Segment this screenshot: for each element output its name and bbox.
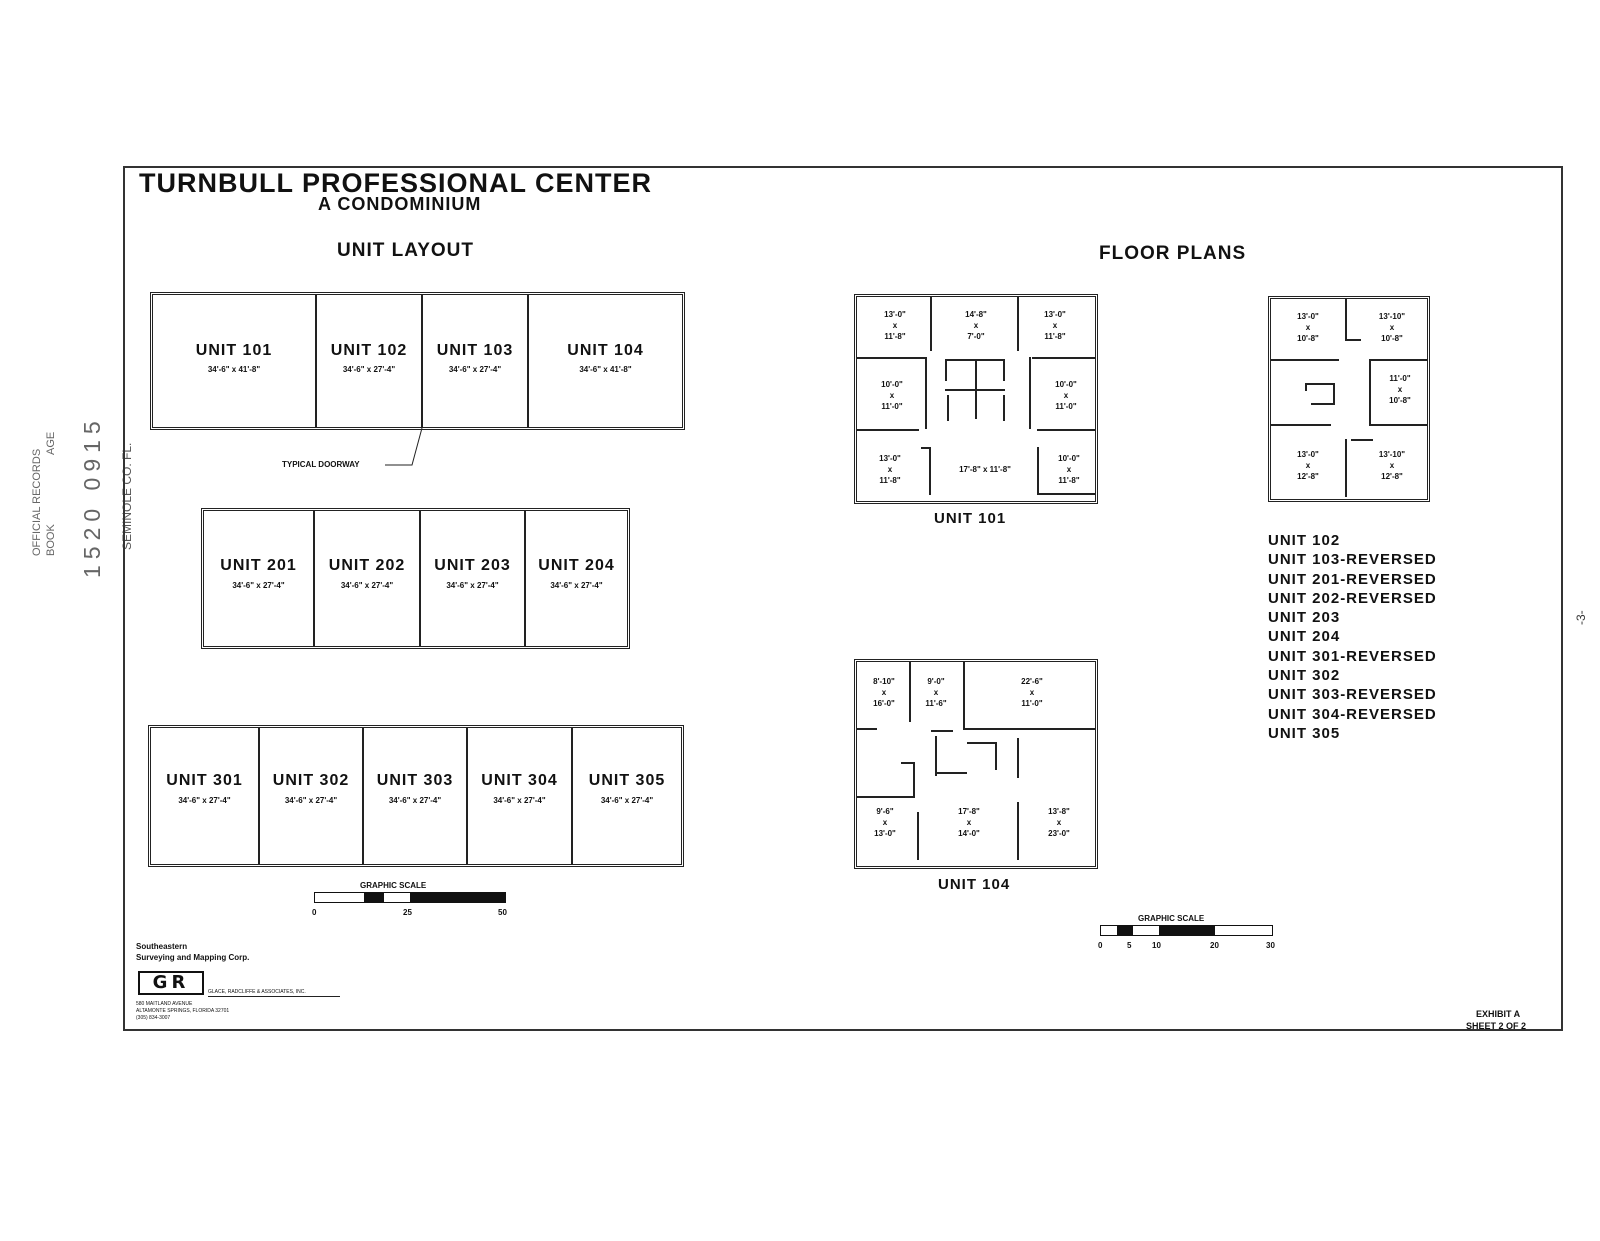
floor-plan-label-104: UNIT 104 xyxy=(938,876,1011,893)
unit-203 xyxy=(419,511,524,646)
unit-dimensions: 34'-6" x 27'-4" xyxy=(340,581,394,590)
typical-plan-unit-list xyxy=(1268,531,1437,743)
unit-dimensions: 34'-6" x 27'-4" xyxy=(388,796,442,805)
room-dimension: 9'-6" x 13'-0" xyxy=(874,807,896,838)
unit-list-item: UNIT 305 xyxy=(1268,724,1341,742)
unit-dimensions: 34'-6" x 27'-4" xyxy=(284,796,338,805)
unit-305 xyxy=(571,728,681,864)
unit-name: UNIT 304 xyxy=(481,772,558,789)
scale-tick: 5 xyxy=(1127,941,1132,950)
floor-plan-label-101: UNIT 101 xyxy=(934,510,1007,527)
stamp-official-records: OFFICIAL RECORDS xyxy=(31,448,43,556)
scale-tick: 10 xyxy=(1152,941,1161,950)
floor-plan-unit-104 xyxy=(854,659,1098,869)
unit-302 xyxy=(258,728,362,864)
room-dimension: 14'-8" x 7'-0" xyxy=(965,310,987,341)
stamp-page: AGE xyxy=(45,431,57,455)
unit-name: UNIT 102 xyxy=(330,342,408,359)
unit-list-item: UNIT 301-REVERSED xyxy=(1268,647,1437,665)
room-dimension: 13'-0" x 11'-8" xyxy=(1044,310,1066,341)
unit-104 xyxy=(527,295,682,427)
unit-204 xyxy=(524,511,627,646)
unit-dimensions: 34'-6" x 27'-4" xyxy=(178,796,231,805)
graphic-scale-label: GRAPHIC SCALE xyxy=(360,881,427,890)
unit-name: UNIT 202 xyxy=(328,557,406,574)
unit-101 xyxy=(153,295,315,427)
room-dimension: 9'-0" x 11'-6" xyxy=(925,677,947,708)
exhibit-label: EXHIBIT A xyxy=(1476,1009,1521,1019)
room-dimension: 10'-0" x 11'-0" xyxy=(1055,380,1077,411)
floor-plans-heading: FLOOR PLANS xyxy=(1099,243,1247,264)
room-dimension: 11'-0" x 10'-8" xyxy=(1389,374,1411,405)
unit-dimensions: 34'-6" x 27'-4" xyxy=(493,796,546,805)
sheet-label: SHEET 2 OF 2 xyxy=(1466,1021,1527,1031)
room-dimension: 17'-8" x 11'-8" xyxy=(959,465,1011,474)
unit-list-item: UNIT 202-REVERSED xyxy=(1268,589,1437,607)
unit-103 xyxy=(421,295,527,427)
company-name-line1: Southeastern xyxy=(136,942,188,951)
typical-doorway-label: TYPICAL DOORWAY xyxy=(282,460,360,469)
unit-dimensions: 34'-6" x 27'-4" xyxy=(232,581,285,590)
unit-name: UNIT 201 xyxy=(220,557,297,574)
unit-name: UNIT 204 xyxy=(538,557,615,574)
unit-301 xyxy=(151,728,258,864)
room-dimension: 8'-10" x 16'-0" xyxy=(873,677,895,708)
unit-dimensions: 34'-6" x 27'-4" xyxy=(600,796,654,805)
unit-list-item: UNIT 201-REVERSED xyxy=(1268,570,1437,588)
stamp-book-page-numbers: 1520 0915 xyxy=(79,415,105,578)
room-dimension: 10'-0" x 11'-8" xyxy=(1058,454,1080,485)
company-phone: (305) 834-3007 xyxy=(136,1015,171,1021)
unit-304 xyxy=(466,728,571,864)
unit-list-item: UNIT 302 xyxy=(1268,667,1341,685)
room-dimension: 17'-8" x 14'-0" xyxy=(958,807,980,838)
company-logo: GR xyxy=(138,971,204,995)
unit-list-item: UNIT 102 xyxy=(1268,532,1341,549)
company-rule xyxy=(208,996,340,997)
unit-dimensions: 34'-6" x 41'-8" xyxy=(579,365,632,374)
scale-tick: 0 xyxy=(1098,941,1103,950)
room-dimension: 13'-0" x 11'-8" xyxy=(879,454,901,485)
graphic-scale-label: GRAPHIC SCALE xyxy=(1138,914,1205,923)
unit-name: UNIT 104 xyxy=(567,342,644,359)
unit-201 xyxy=(204,511,313,646)
room-dimension: 22'-6" x 11'-0" xyxy=(1021,677,1043,708)
drawing-subtitle: A CONDOMINIUM xyxy=(318,194,482,214)
company-address-2: ALTAMONTE SPRINGS, FLORIDA 32701 xyxy=(136,1008,230,1014)
unit-dimensions: 34'-6" x 27'-4" xyxy=(446,581,499,590)
stamp-book: BOOK xyxy=(45,524,57,556)
unit-list-item: UNIT 304-REVERSED xyxy=(1268,705,1437,723)
building-100 xyxy=(150,292,685,430)
company-name-line2: Surveying and Mapping Corp. xyxy=(136,953,250,962)
building-200 xyxy=(201,508,630,649)
unit-202 xyxy=(313,511,419,646)
unit-layout-heading: UNIT LAYOUT xyxy=(337,240,474,261)
floor-plan-unit-101 xyxy=(854,294,1098,504)
page-mark: -3- xyxy=(1574,610,1588,625)
unit-303 xyxy=(362,728,466,864)
room-dimension: 13'-10" x 10'-8" xyxy=(1378,312,1406,343)
room-dimension: 13'-8" x 23'-0" xyxy=(1048,807,1070,838)
unit-list-item: UNIT 203 xyxy=(1268,609,1341,627)
unit-list-item: UNIT 204 xyxy=(1268,628,1341,646)
company-address-1: 580 MAITLAND AVENUE xyxy=(136,1001,193,1007)
floor-plan-unit-102 xyxy=(1268,296,1430,502)
unit-name: UNIT 301 xyxy=(166,772,243,789)
unit-name: UNIT 203 xyxy=(434,557,511,574)
graphic-scale-bar xyxy=(1100,925,1273,936)
scale-tick: 25 xyxy=(403,908,412,917)
unit-name: UNIT 101 xyxy=(195,342,273,359)
graphic-scale-bar xyxy=(314,892,506,903)
unit-dimensions: 34'-6" x 27'-4" xyxy=(448,365,502,374)
room-dimension: 10'-0" x 11'-0" xyxy=(881,380,903,411)
unit-dimensions: 34'-6" x 27'-4" xyxy=(342,365,396,374)
doorway-leader-line xyxy=(380,425,440,470)
room-dimension: 13'-0" x 10'-8" xyxy=(1297,312,1319,343)
drawing-title: TURNBULL PROFESSIONAL CENTER xyxy=(139,168,653,198)
unit-list-item: UNIT 103-REVERSED xyxy=(1268,551,1437,569)
scale-tick: 30 xyxy=(1266,941,1275,950)
stamp-county: SEMINOLE CO. FL. xyxy=(120,442,134,550)
building-300 xyxy=(148,725,684,867)
unit-dimensions: 34'-6" x 27'-4" xyxy=(550,581,603,590)
room-dimension: 13'-0" x 11'-8" xyxy=(884,310,906,341)
room-dimension: 13'-0" x 12'-8" xyxy=(1297,450,1319,481)
scale-tick: 0 xyxy=(312,908,317,917)
scale-tick: 50 xyxy=(498,908,507,917)
unit-name: UNIT 303 xyxy=(376,772,454,789)
unit-102 xyxy=(315,295,421,427)
scale-tick: 20 xyxy=(1210,941,1219,950)
unit-name: UNIT 305 xyxy=(588,772,666,789)
unit-name: UNIT 103 xyxy=(436,342,514,359)
company-firm: GLACE, RADCLIFFE & ASSOCIATES, INC. xyxy=(208,989,306,995)
unit-name: UNIT 302 xyxy=(272,772,350,789)
unit-list-item: UNIT 303-REVERSED xyxy=(1268,686,1437,704)
unit-dimensions: 34'-6" x 41'-8" xyxy=(207,365,261,374)
room-dimension: 13'-10" x 12'-8" xyxy=(1378,450,1406,481)
